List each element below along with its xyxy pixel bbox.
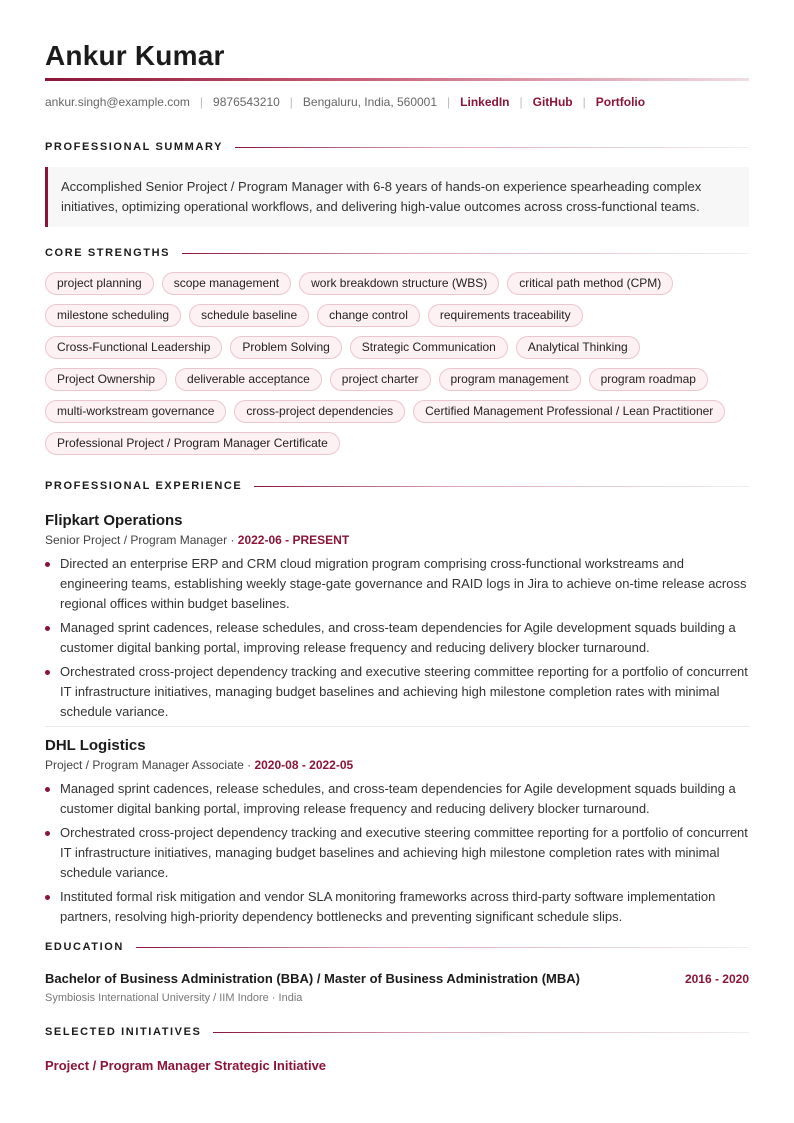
section-rule xyxy=(213,1032,749,1033)
resume-page xyxy=(45,40,749,1073)
job-divider xyxy=(45,726,749,727)
strength-chip: scope management xyxy=(162,272,291,295)
job-role: Senior Project / Program Manager xyxy=(45,533,228,547)
job-bullet: Orchestrated cross-project dependency tracking and executive steering committee reporting for a portfolio of concurrent IT infrastructure initiatives, managing budget baselines and achieving high milestone completion rates with minimal schedule variance. xyxy=(45,823,749,883)
contact-separator: | xyxy=(447,95,451,109)
strength-chip: milestone scheduling xyxy=(45,304,181,327)
job-bullet: Managed sprint cadences, release schedules, and cross-team dependencies for Agile development squads building a customer digital banking portal, improving release frequency and reducing delivery blocker turnaround. xyxy=(45,618,749,658)
job-role: Project / Program Manager Associate xyxy=(45,758,244,772)
job-company: Flipkart Operations xyxy=(45,512,183,529)
job-entry xyxy=(45,737,749,927)
email-text: ankur.singh@example.com xyxy=(45,95,190,109)
github-link[interactable]: GitHub xyxy=(532,95,573,109)
strength-chip: Project Ownership xyxy=(45,368,167,391)
education-degree: Bachelor of Business Administration (BBA) / Master of Business Administration (MBA) xyxy=(45,971,580,986)
job-bullet: Directed an enterprise ERP and CRM cloud migration program comprising cross-functional workstreams and engineering teams, establishing weekly stage-gate governance and RAID logs in Jira to achieve on-time release across regional offices within budget baselines. xyxy=(45,554,749,614)
contact-separator: | xyxy=(289,95,293,109)
section-title: CORE STRENGTHS xyxy=(45,247,171,259)
strength-chip: project charter xyxy=(330,368,431,391)
strength-chip: critical path method (CPM) xyxy=(507,272,673,295)
section-title: SELECTED INITIATIVES xyxy=(45,1026,202,1038)
strength-chip: Problem Solving xyxy=(230,336,341,359)
strength-chip: deliverable acceptance xyxy=(175,368,322,391)
portfolio-link[interactable]: Portfolio xyxy=(595,95,646,109)
contact-separator: | xyxy=(199,95,204,109)
strengths-section-header xyxy=(45,247,749,259)
section-rule xyxy=(235,147,749,148)
job-entry xyxy=(45,512,749,722)
job-bullet: Instituted formal risk mitigation and vendor SLA monitoring frameworks across third-party software implementation partners, resolving high-priority dependency bottlenecks and preventing significant schedule slips. xyxy=(45,887,749,927)
initiatives-section-header xyxy=(45,1026,749,1038)
section-title: PROFESSIONAL SUMMARY xyxy=(45,141,224,153)
job-company: DHL Logistics xyxy=(45,737,146,754)
strength-chip: Cross-Functional Leadership xyxy=(45,336,222,359)
summary-text: Accomplished Senior Project / Program Manager with 6-8 years of hands-on experience spearheading complex initiatives, optimizing operational workflows, and delivering high-value outcomes across cross-functional teams. xyxy=(45,167,749,227)
education-school: Symbiosis International University / IIM Indore · India xyxy=(45,992,303,1004)
section-title: PROFESSIONAL EXPERIENCE xyxy=(45,480,243,492)
strength-chip: program roadmap xyxy=(589,368,708,391)
education-entry xyxy=(45,971,749,1004)
strength-chip: change control xyxy=(317,304,420,327)
strength-chip: program management xyxy=(439,368,581,391)
section-rule xyxy=(182,253,749,254)
strength-chip: work breakdown structure (WBS) xyxy=(299,272,499,295)
summary-section-header xyxy=(45,141,749,153)
strength-chip: Strategic Communication xyxy=(350,336,508,359)
education-row xyxy=(45,971,749,986)
strength-chip: schedule baseline xyxy=(189,304,309,327)
strengths-chip-list xyxy=(45,272,749,455)
job-bullets xyxy=(45,554,749,722)
job-meta xyxy=(45,758,749,773)
contact-separator: | xyxy=(519,95,523,109)
experience-section-header xyxy=(45,480,749,492)
job-dates: 2020-08 - 2022-05 xyxy=(254,758,354,772)
strength-chip: Professional Project / Program Manager Certificate xyxy=(45,432,340,455)
contact-bar xyxy=(45,95,749,109)
initiative-title: Project / Program Manager Strategic Initiative xyxy=(45,1058,327,1073)
section-title: EDUCATION xyxy=(45,941,124,953)
location-text: Bengaluru, India, 560001 xyxy=(302,95,438,109)
meta-separator: · xyxy=(230,533,238,547)
strength-chip: multi-workstream governance xyxy=(45,400,226,423)
linkedin-link[interactable]: LinkedIn xyxy=(460,95,510,109)
education-section-header xyxy=(45,941,749,953)
job-bullets xyxy=(45,779,749,927)
section-rule xyxy=(254,486,749,487)
job-bullet: Managed sprint cadences, release schedules, and cross-team dependencies for Agile development squads building a customer digital banking portal, improving release frequency and reducing delivery blocker turnaround. xyxy=(45,779,749,819)
candidate-name: Ankur Kumar xyxy=(45,40,225,71)
phone-text: 9876543210 xyxy=(213,95,280,109)
strength-chip: cross-project dependencies xyxy=(234,400,405,423)
education-dates: 2016 - 2020 xyxy=(684,972,749,986)
strength-chip: requirements traceability xyxy=(428,304,583,327)
job-meta xyxy=(45,533,749,548)
meta-separator: · xyxy=(247,758,255,772)
name-rule xyxy=(45,78,749,81)
strength-chip: project planning xyxy=(45,272,154,295)
section-rule xyxy=(136,947,749,948)
strength-chip: Certified Management Professional / Lean Practitioner xyxy=(413,400,725,423)
strength-chip: Analytical Thinking xyxy=(516,336,640,359)
contact-separator: | xyxy=(582,95,586,109)
job-dates: 2022-06 - PRESENT xyxy=(237,533,350,547)
job-bullet: Orchestrated cross-project dependency tracking and executive steering committee reporting for a portfolio of concurrent IT infrastructure initiatives, managing budget baselines and achieving high milestone completion rates with minimal schedule variance. xyxy=(45,662,749,722)
